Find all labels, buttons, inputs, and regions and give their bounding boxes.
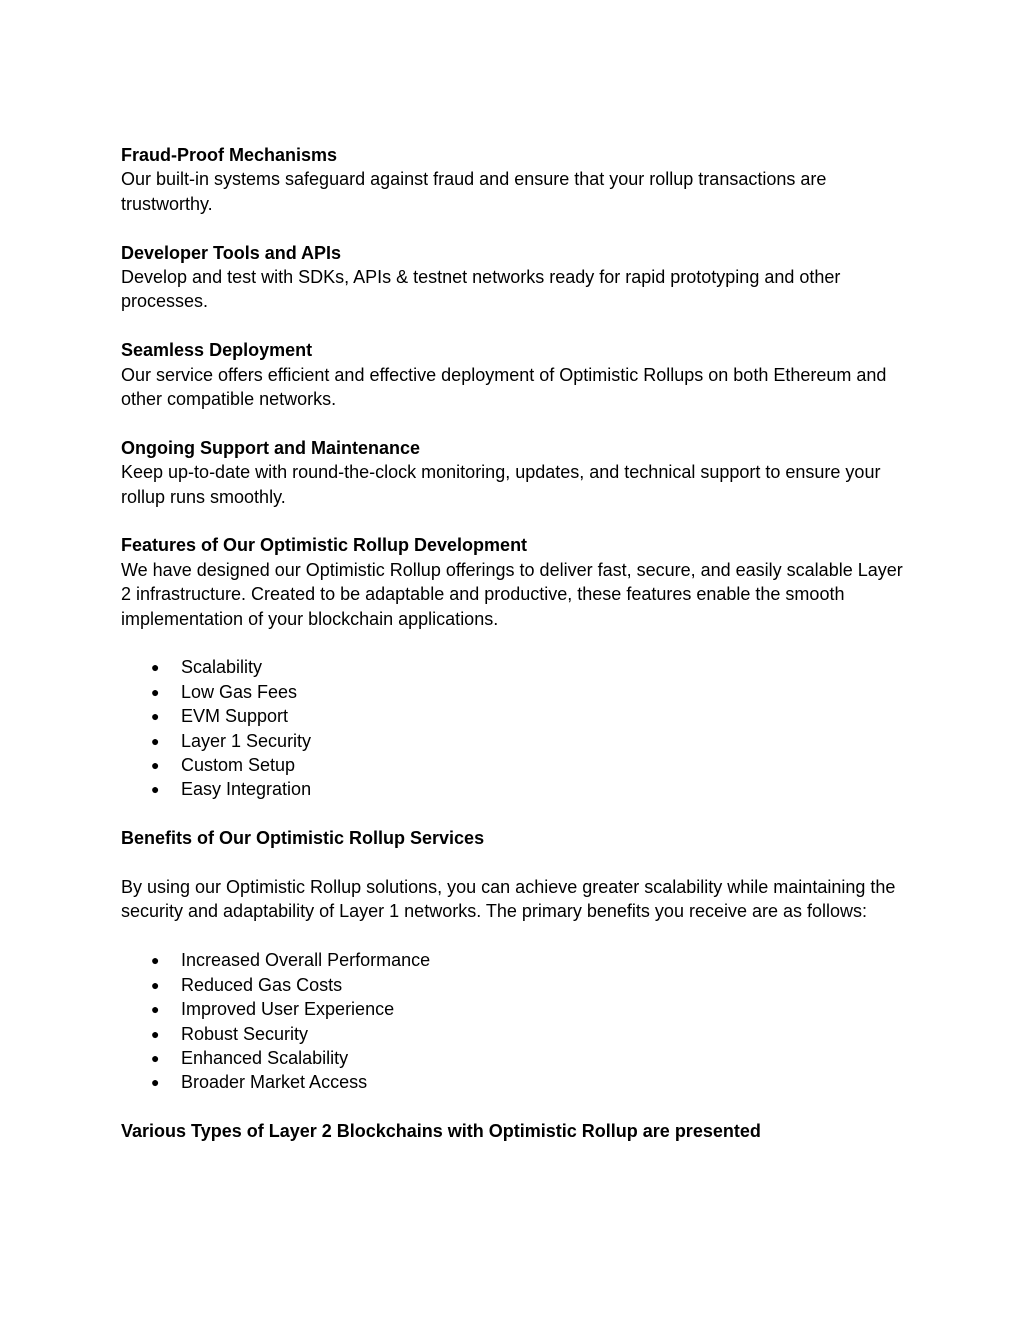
bullet-icon: ● xyxy=(151,732,160,749)
list-item xyxy=(121,753,911,777)
list-item-label: Enhanced Scalability xyxy=(181,1047,349,1068)
document-page xyxy=(121,143,911,1144)
spacer xyxy=(121,314,911,338)
bullet-icon: ● xyxy=(151,683,160,700)
list-item-label: Scalability xyxy=(181,657,263,678)
bullet-icon: ● xyxy=(151,1025,160,1042)
list-item xyxy=(121,973,911,997)
bullet-icon: ● xyxy=(151,1074,160,1091)
spacer xyxy=(121,411,911,435)
section-heading-fraud-proof: Fraud-Proof Mechanisms xyxy=(121,145,338,165)
list-item-label: Improved User Experience xyxy=(181,999,395,1020)
list-item-label: Broader Market Access xyxy=(181,1072,368,1093)
bullet-icon: ● xyxy=(151,1049,160,1066)
spacer xyxy=(121,216,911,240)
list-item xyxy=(121,655,911,679)
spacer xyxy=(121,851,911,875)
section-heading-layer2-types: Various Types of Layer 2 Blockchains with Optimistic Rollup are presented xyxy=(121,1121,761,1142)
bullet-icon: ● xyxy=(151,781,160,798)
spacer xyxy=(121,1095,911,1119)
spacer xyxy=(121,509,911,533)
list-item xyxy=(121,777,911,801)
list-item xyxy=(121,948,911,972)
features-list xyxy=(121,655,911,801)
spacer xyxy=(121,631,911,655)
section-heading-developer-tools: Developer Tools and APIs xyxy=(121,242,342,263)
bullet-icon: ● xyxy=(151,659,160,676)
spacer xyxy=(121,802,911,826)
list-item-label: EVM Support xyxy=(181,706,289,727)
list-item-label: Custom Setup xyxy=(181,755,296,776)
list-item-label: Layer 1 Security xyxy=(181,730,312,751)
section-text-ongoing-support: Keep up-to-date with round-the-clock monitoring, updates, and technical support to ensure your rollup runs smoothly. xyxy=(121,462,881,507)
benefits-list xyxy=(121,948,911,1094)
bullet-icon: ● xyxy=(151,976,160,993)
list-item-label: Increased Overall Performance xyxy=(181,950,431,971)
bullet-icon: ● xyxy=(151,952,160,969)
list-item xyxy=(121,729,911,753)
section-text-seamless-deployment: Our service offers efficient and effective deployment of Optimistic Rollups on both Ethereum and other compatible networks. xyxy=(121,364,887,410)
list-item-label: Robust Security xyxy=(181,1023,309,1044)
section-text-developer-tools: Develop and test with SDKs, APIs & testnet networks ready for rapid prototyping and other processes. xyxy=(121,267,841,312)
bullet-icon: ● xyxy=(151,757,160,774)
list-item-label: Easy Integration xyxy=(181,779,312,800)
section-text-benefits: By using our Optimistic Rollup solutions, you can achieve greater scalability while maintaining the security and adaptability of Layer 1 networks. The primary benefits you receive are as follows: xyxy=(121,877,896,922)
list-item-label: Low Gas Fees xyxy=(181,681,298,702)
section-heading-seamless-deployment: Seamless Deployment xyxy=(121,340,313,361)
section-heading-features: Features of Our Optimistic Rollup Development xyxy=(121,535,528,556)
list-item xyxy=(121,704,911,728)
bullet-icon: ● xyxy=(151,1001,160,1018)
section-heading-ongoing-support: Ongoing Support and Maintenance xyxy=(121,437,420,458)
list-item xyxy=(121,1022,911,1046)
list-item xyxy=(121,1046,911,1070)
list-item xyxy=(121,1070,911,1094)
list-item-label: Reduced Gas Costs xyxy=(181,974,343,995)
list-item xyxy=(121,680,911,704)
list-item xyxy=(121,997,911,1021)
spacer xyxy=(121,924,911,948)
bullet-icon: ● xyxy=(151,708,160,725)
section-text-fraud-proof: Our built-in systems safeguard against fraud and ensure that your rollup transactions are trustworthy. xyxy=(121,169,827,214)
section-text-features: We have designed our Optimistic Rollup offerings to deliver fast, secure, and easily scalable Layer 2 infrastructure. Created to be adaptable and productive, these features enable the smooth implementation of your blockchain applications. xyxy=(121,559,903,629)
section-heading-benefits: Benefits of Our Optimistic Rollup Services xyxy=(121,828,485,849)
